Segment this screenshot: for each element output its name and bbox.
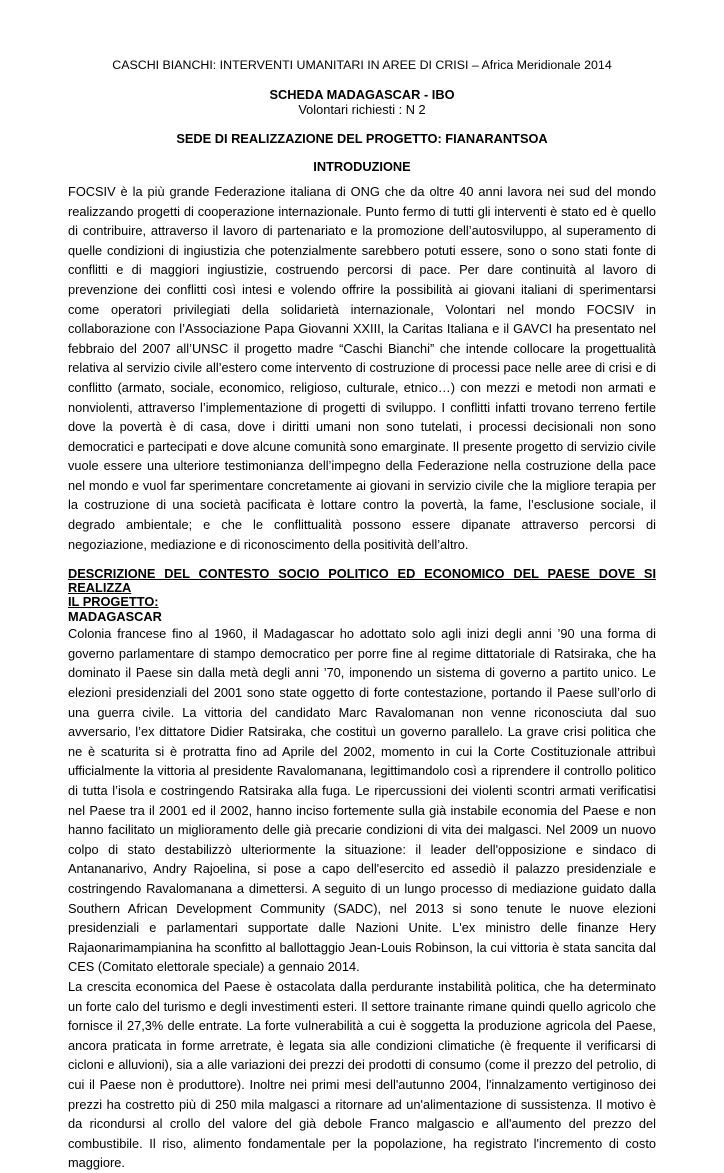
descrizione-title-line2: IL PROGETTO: (68, 594, 159, 610)
madagascar-paragraph-1: Colonia francese fino al 1960, il Madagascar ho adottato solo agli inizi degli anni ’90 una forma di governo parlamentare di stampo democratico per porre fine al regime dittatoriale di Ratsiraka, che ha dominato il Paese sin dalla metà degli anni ’70, imponendo un sistema di governo a partito unico. Le elezioni presidenziali del 2001 sono state oggetto di forte contestazione, portando il Paese sull’orlo di una guerra civile. La vittoria del candidato Marc Ravalomanan non venne riconosciuta dal suo avversario, l’ex dittatore Didier Ratsiraka, che costituì un governo parallelo. La grave crisi politica che ne è scaturita si è protratta fino ad Aprile del 2002, momento in cui la Corte Costituzionale attribuì ufficialmente la vittoria al presidente Ravalomanana, legittimandolo così a riprendere il controllo politico di tutta l’isola e costringendo Ratsiraka alla fuga. Le ripercussioni dei violenti scontri armati verificatisi nel Paese tra il 2001 ed il 2002, hanno inciso fortemente sulla già instabile economia del Paese e non hanno facilitato un miglioramento delle già precarie condizioni di vita dei malgasci. Nel 2009 un nuovo colpo di stato destabilizzò ulteriormente la situazione: il leader dell'opposizione e sindaco di Antananarivo, Andry Rajoelina, si pose a capo dell'esercito ed assediò il palazzo presidenziale e costringendo Ravalomanana a dimettersi. A seguito di un lungo processo di mediazione guidato dalla Southern African Development Community (SADC), nel 2013 si sono tenute le nuove elezioni presidenziali e parlamentari supportate dalle Nazioni Unite. L'ex ministro delle finanze Hery Rajaonarimampianina ha sconfitto al ballottaggio Jean-Louis Robinson, la cui vittoria è stata sancita dal CES (Comitato elettorale speciale) a gennaio 2014. (68, 626, 656, 975)
descrizione-title-line1: DESCRIZIONE DEL CONTESTO SOCIO POLITICO ED ECONOMICO DEL PAESE DOVE SI REALIZZA (68, 566, 656, 596)
document-header-line: CASCHI BIANCHI: INTERVENTI UMANITARI IN AREE DI CRISI – Africa Meridionale 2014 (112, 58, 612, 72)
introduzione-paragraph: FOCSIV è la più grande Federazione italiana di ONG che da oltre 40 anni lavora nei sud del mondo realizzando progetti di cooperazione internazionale. Punto fermo di tutti gli interventi è stato ed è quello di contribuire, attraverso il lavoro di partenariato e la promozione dell’autosviluppo, al superamento di quelle condizioni di ingiustizia che potenzialmente sarebbero potuti essere, sono o sono stati fonte di conflitti e di maggiori ingiustizie, costruendo percorsi di pace. Per dare continuità al lavoro di prevenzione dei conflitti così intesi e volendo offrire la possibilità ai giovani italiani di sperimentarsi come operatori privilegiati della solidarietà internazionale, Volontari nel mondo FOCSIV in collaborazione con l’Associazione Papa Giovanni XXIII, la Caritas Italiana e il GAVCI ha presentato nel febbraio del 2007 all’UNSC il progetto madre “Caschi Bianchi” che intende collocare la progettualità relativa al servizio civile all’estero come intervento di costruzione di processi pace nelle aree di crisi e di conflitto (armato, sociale, economico, religioso, culturale, etnico…) con mezzi e metodi non armati e nonviolenti, attraverso l’implementazione di progetti di sviluppo. I conflitti infatti trovano terreno fertile dove la povertà è di casa, dove i diritti umani non sono tutelati, i processi decisionali non sono democratici e partecipati e dove alcune comunità sono emarginate. Il presente progetto di servizio civile vuole essere una ulteriore testimonianza dell’impegno della Federazione nella costruzione della pace nel mondo e vuol far sperimentare concretamente ai giovani in servizio civile che la migliore terapia per la costruzione di una società pacificata è lottare contro la povertà, la fame, l’esclusione sociale, il degrado ambientale; e che le conflittualità possono essere dipanate attraverso percorsi di negoziazione, mediazione e di riconoscimento della positività dell’altro. (68, 183, 656, 552)
volontari-richiesti: Volontari richiesti : N 2 (298, 102, 426, 118)
descrizione-title (68, 567, 656, 609)
document-page (68, 58, 656, 1173)
madagascar-paragraph-2: La crescita economica del Paese è ostacolata dalla perdurante instabilità politica, che ha determinato un forte calo del turismo e degli investimenti esteri. Il settore trainante rimane quindi quello agricolo che fornisce il 27,3% delle entrate. La forte vulnerabilità a cui è soggetta la produzione agricola del Paese, ancora praticata in forme arretrate, è legata sia alle condizioni climatiche (è frequente il verificarsi di cicloni e alluvioni), sia a alle variazioni dei prezzi dei prodotti di consumo (come il prezzo del petrolio, di cui il Paese non è produttore). Inoltre nei primi mesi dell'autunno 2004, l'innalzamento vertiginoso dei prezzi ha costretto più di 250 mila malgasci a ritornare ad un'alimentazione di sussistenza. Il motivo è da ricondursi al crollo del valore del già debole Franco malgascio e all'aumento del prezzo del combustibile. Il riso, alimento fondamentale per la popolazione, ha registrato l'incremento di costo maggiore. (68, 978, 656, 1171)
scheda-title: SCHEDA MADAGASCAR - IBO (269, 86, 455, 102)
country-heading: MADAGASCAR (68, 609, 162, 625)
sede-progetto: SEDE DI REALIZZAZIONE DEL PROGETTO: FIANARANTSOA (176, 130, 548, 146)
section-title-introduzione: INTRODUZIONE (313, 159, 411, 175)
